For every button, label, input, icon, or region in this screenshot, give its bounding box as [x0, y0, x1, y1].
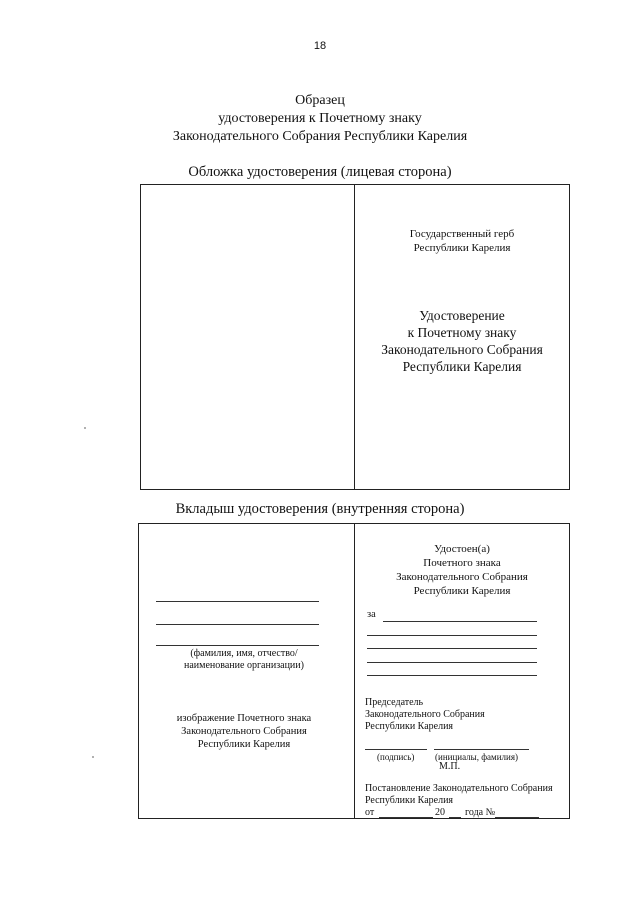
chairman-line-1: Председатель: [365, 697, 424, 708]
awarded-line-4: Республики Карелия: [413, 585, 511, 597]
resolution-block: [365, 783, 553, 807]
for-line-5: [367, 675, 537, 676]
certificate-title-line-1: Удостоверение: [419, 308, 505, 323]
resolution-date-line: [379, 817, 433, 818]
cover-heading: Обложка удостоверения (лицевая сторона): [188, 164, 452, 180]
certificate-title-line-4: Республики Карелия: [402, 359, 522, 374]
insert-box: [138, 523, 570, 819]
for-line-4: [367, 662, 537, 663]
badge-image-line-2: Законодательного Собрания: [181, 726, 307, 737]
resolution-from: от: [365, 807, 375, 818]
coat-of-arms-line-1: Государственный герб: [409, 228, 515, 240]
chairman-line-2: Законодательного Собрания: [365, 709, 485, 720]
page-number: 18: [313, 40, 327, 52]
resolution-line-1: Постановление Законодательного Собрания: [365, 783, 553, 794]
certificate-title-line-2: к Почетному знаку: [407, 325, 517, 340]
document-title: [0, 92, 640, 146]
scan-speck: [84, 427, 86, 429]
for-label: за: [367, 609, 376, 620]
name-line-3: [156, 645, 319, 646]
cover-box: [140, 184, 570, 490]
title-line-1: Образец: [295, 93, 345, 108]
title-line-3: Законодательного Собрания Республики Карелия: [172, 129, 468, 144]
badge-image-placeholder: [144, 712, 344, 751]
name-line-2: [156, 624, 319, 625]
initials-caption: (инициалы, фамилия): [435, 752, 518, 762]
signature-caption: (подпись): [377, 752, 415, 762]
chairman-block: [365, 697, 485, 733]
badge-image-line-1: изображение Почетного знака: [176, 713, 312, 724]
initials-line: [434, 749, 529, 750]
title-line-2: удостоверения к Почетному знаку: [218, 111, 422, 126]
coat-of-arms-line-2: Республики Карелия: [413, 242, 511, 254]
coat-of-arms-caption: [355, 227, 569, 255]
resolution-year: 20: [435, 807, 445, 818]
resolution-number-line: [495, 817, 539, 818]
name-caption: [169, 648, 319, 672]
awarded-line-1: Удостоен(а): [434, 543, 490, 555]
name-caption-line-2: наименование организации): [184, 660, 304, 671]
for-line-2: [367, 635, 537, 636]
signature-line: [365, 749, 427, 750]
scan-speck: [92, 756, 94, 758]
resolution-line-2: Республики Карелия: [365, 795, 454, 806]
chairman-line-3: Республики Карелия: [365, 721, 454, 732]
badge-image-line-3: Республики Карелия: [197, 739, 291, 750]
insert-heading: Вкладыш удостоверения (внутренняя сторона): [175, 501, 465, 517]
for-line-3: [367, 648, 537, 649]
awarded-line-3: Законодательного Собрания: [396, 571, 528, 583]
certificate-title: [355, 307, 569, 375]
certificate-title-line-3: Законодательного Собрания: [381, 342, 543, 357]
name-line-1: [156, 601, 319, 602]
awarded-line-2: Почетного знака: [423, 557, 501, 569]
for-line-1: [383, 621, 537, 622]
awarded-block: [355, 542, 569, 598]
seal-placeholder: М.П.: [439, 761, 461, 772]
name-caption-line-1: (фамилия, имя, отчество/: [190, 648, 298, 659]
resolution-year-line: [449, 817, 461, 818]
resolution-year-suffix: года №: [465, 807, 496, 818]
